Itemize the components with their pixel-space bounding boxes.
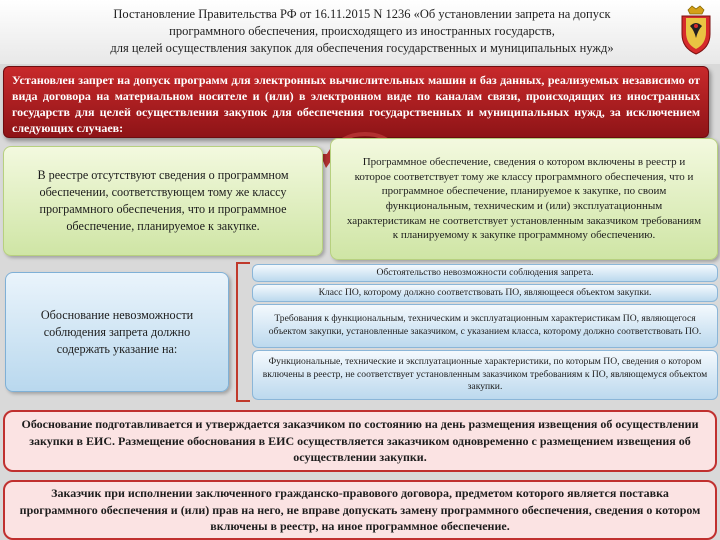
prohibition-banner	[3, 66, 709, 138]
exception-registry-empty	[3, 146, 323, 256]
exception-left-text: В реестре отсутствуют сведения о программном обеспечении, соответствующем тому же классу программного обеспечения, что и программное обеспечение, планируемое к закупке.	[37, 168, 289, 233]
requirement-item	[252, 350, 718, 400]
title-line-3: для целей осуществления закупок для обеспечения государственных и муниципальных нужд»	[110, 41, 614, 55]
software-replacement-note	[3, 480, 717, 540]
requirement-text: Функциональные, технические и эксплуатационные характеристики, по которым ПО, сведения о котором включены в реестр, не соответствует установленным заказчиком требованиям к ПО, являющемуся объектом закупки.	[262, 356, 708, 393]
justification-label: Обоснование невозможности соблюдения запрета должно содержать указание на:	[40, 307, 194, 356]
justification-publication-note	[3, 410, 717, 472]
title-line-2: программного обеспечения, происходящего из иностранных государств,	[169, 24, 555, 38]
justification-label-box	[5, 272, 229, 392]
prohibition-text: Установлен запрет на допуск программ для электронных вычислительных машин и баз данных, реализуемых независимо от вида договора на материальном носителе и (или) в электронном виде по каналам связи, происходящих из иностранных государств для целей осуществления закупок для обеспечения государственных и муниципальных нужд, за исключением следующих случаев:	[12, 73, 700, 135]
requirement-text: Требования к функциональным, техническим и эксплуатационным характеристикам ПО, являющегося объектом закупки, установленные заказчиком, с указанием класса, которому должно соответствовать ПО.	[268, 313, 702, 337]
exception-right-text: Программное обеспечение, сведения о котором включены в реестр и которое соответствует тому же классу программного обеспечения, что и программное обеспечение, планируемое к закупке, по своим функциональным, техническим и (или) эксплуатационным характеристикам не соответствует установленным заказчиком требованиям к планируемому к закупке программному обеспечению.	[346, 156, 702, 242]
slide-title	[62, 6, 662, 57]
requirement-text: Класс ПО, которому должно соответствовать ПО, являющееся объектом закупки.	[318, 286, 652, 298]
title-line-1: Постановление Правительства РФ от 16.11.2015 N 1236 «Об установлении запрета на допуск	[113, 7, 611, 21]
slide-header	[0, 0, 720, 64]
requirement-text: Обстоятельство невозможности соблюдения запрета.	[376, 266, 594, 278]
note-text: Заказчик при исполнении заключенного гражданско-правового договора, предметом которого является поставка программного обеспечения и (или) прав на него, не вправе допускать замену программного обеспечения, сведения о котором включены в реестр, на иное программное обеспечение.	[19, 486, 701, 534]
note-text: Обоснование подготавливается и утверждается заказчиком по состоянию на день размещения извещения об осуществлении закупки в ЕИС. Размещение обоснования в ЕИС осуществляется заказчиком одновременно с размещением извещения об осуществлении закупки.	[21, 417, 699, 465]
list-bracket	[236, 262, 250, 402]
requirement-item	[252, 304, 718, 348]
requirement-item	[252, 264, 718, 282]
coat-of-arms-icon	[676, 4, 716, 56]
requirement-item	[252, 284, 718, 302]
exception-registry-mismatch	[330, 138, 718, 260]
